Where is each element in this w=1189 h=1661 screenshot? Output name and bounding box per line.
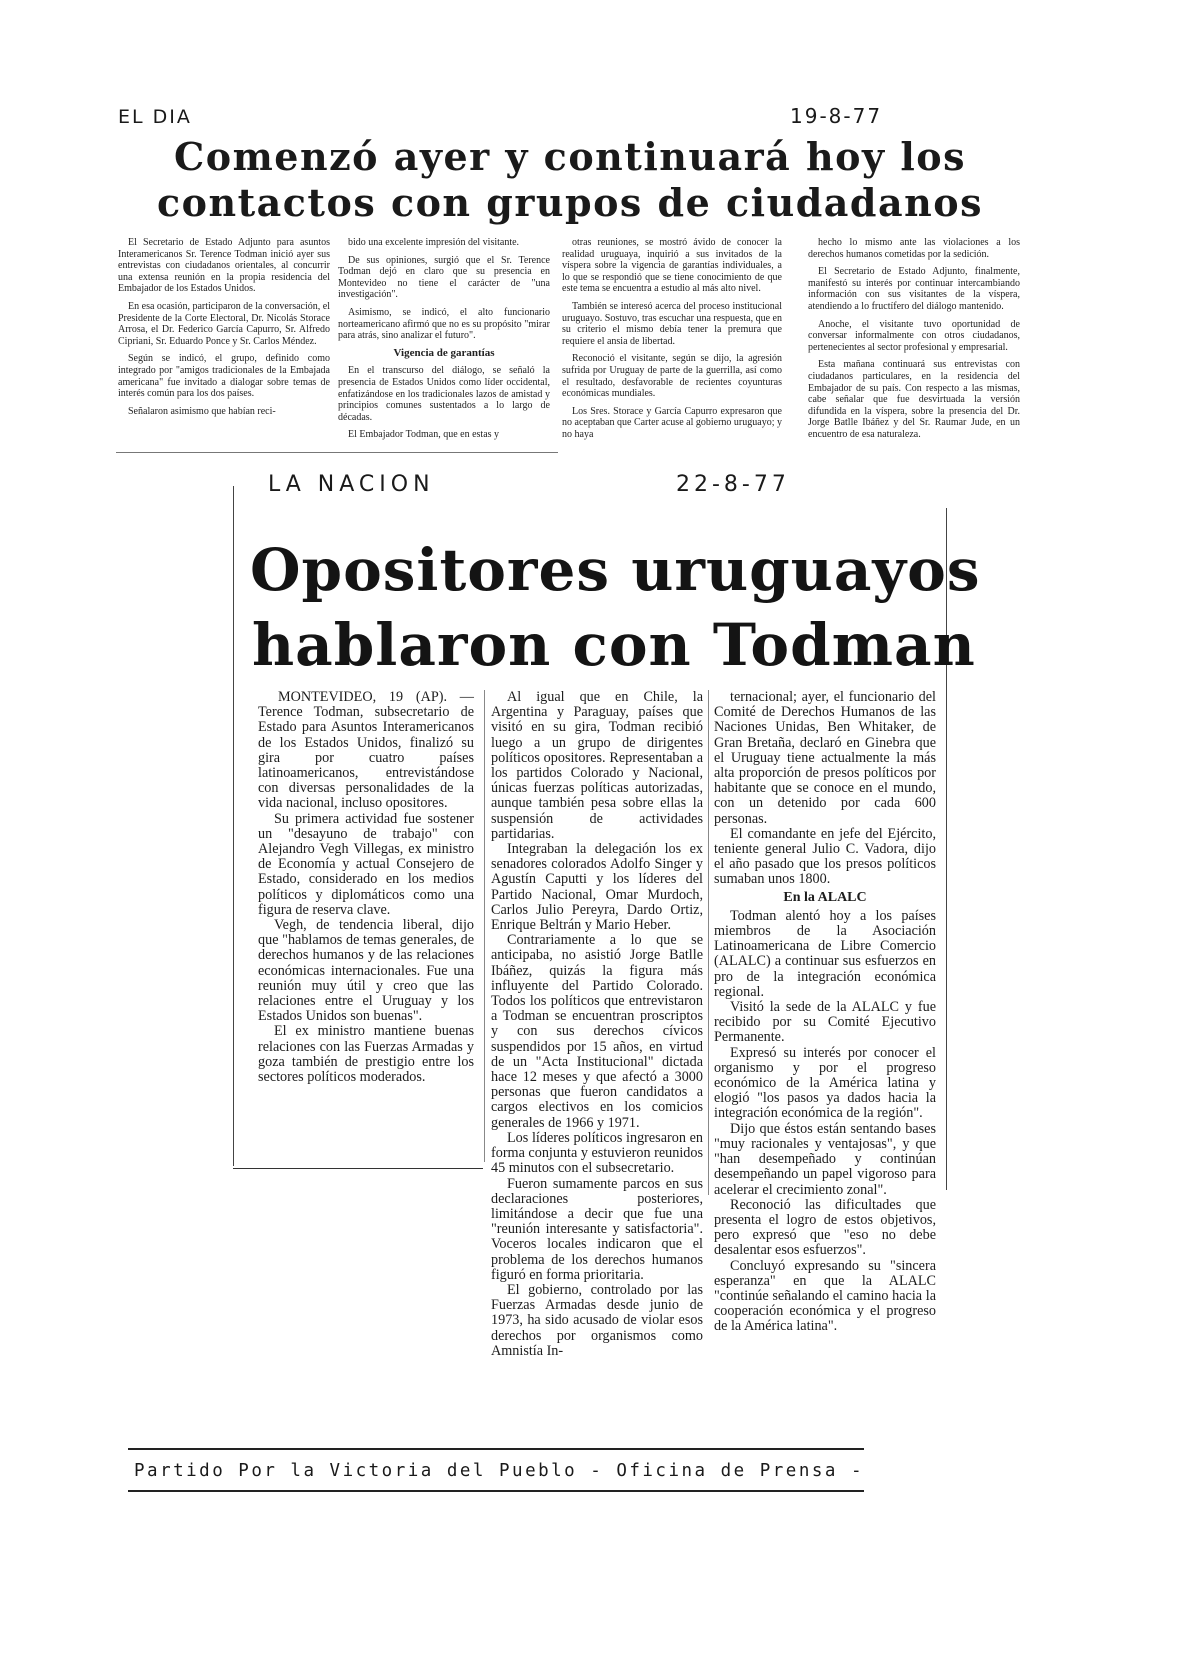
paragraph: otras reuniones, se mostró ávido de conocer la realidad uruguaya, inquirió a sus invitados de la víspera sobre la vigencia de garantías individuales, a lo que se respondió que se tiene conocimiento de que este tema se encuentra a estudio al más alto nivel.: [562, 237, 782, 295]
paragraph: En el transcurso del diálogo, se señaló la presencia de Estados Unidos como líder occidental, enfatizándose en los tradicionales lazos de amistad y principios comunes sustentados a lo largo de décadas.: [338, 365, 550, 423]
footer-rule-top: [128, 1448, 864, 1450]
subheading: En la ALALC: [783, 889, 867, 905]
paragraph: De sus opiniones, surgió que el Sr. Terence Todman dejó en claro que su presencia en Montevideo no tiene el carácter de "una investigación".: [338, 254, 550, 301]
paragraph: Anoche, el visitante tuvo oportunidad de conversar informalmente con otros ciudadanos, pertenecientes al sector profesional y empresarial.: [808, 318, 1020, 353]
paragraph: El ex ministro mantiene buenas relaciones con las Fuerzas Armadas y goza también de prestigio entre los sectores políticos moderados.: [258, 1023, 474, 1086]
paragraph: Dijo que éstos están sentando bases "muy racionales y ventajosas", y que "han desempeñado y continúan desempeñando un papel vigoroso para acelerar el crecimiento zonal".: [714, 1120, 936, 1198]
paragraph: El Secretario de Estado Adjunto, finalmente, manifestó su interés por continuar intercambiando información con sus visitantes de la víspera, atendiendo a lo fructífero del diálogo mantenido.: [808, 266, 1020, 312]
column-rule: [484, 690, 485, 1162]
article-column: [808, 237, 1020, 447]
headline-line-2: hablaron con Todman: [252, 611, 976, 679]
paragraph: Señalaron asimismo que habían reci-: [128, 405, 276, 417]
cut-edge-bottom: [233, 1168, 483, 1169]
paragraph: bido una excelente impresión del visitante.: [348, 237, 520, 248]
paragraph: Contrariamente a lo que se anticipaba, no asistió Jorge Batlle Ibáñez, quizás la figura más influyente del Partido Colorado. Todos los políticos que entrevistaron a Todman se encuentran proscriptos y con sus derechos cívicos suspendidos por 15 años, en virtud de un "Acta Institucional" dictada hace 12 meses y que afectó a 3000 personas que fueron candidatos a cargos electivos en los comicios generales de 1966 y 1971.: [491, 932, 703, 1131]
column-rule: [708, 690, 709, 1195]
article-column: [714, 690, 936, 1335]
paragraph: Su primera actividad fue sostener un "desayuno de trabajo" con Alejandro Vegh Villegas, ex ministro de Economía y actual Consejero de Estado, considerado en los medios políticos y diplomáticos como una figura de reserva clave.: [258, 810, 474, 918]
paragraph: Los Sres. Storace y García Capurro expresaron que no aceptaban que Carter acuse al gobierno uruguayo; y no haya: [562, 405, 782, 440]
paragraph: Reconoció las dificultades que presenta el logro de estos objetivos, pero expresó que "eso no debe desalentar esos esfuerzos".: [714, 1196, 936, 1259]
headline-line-2: contactos con grupos de ciudadanos: [157, 180, 983, 225]
paragraph: Todman alentó hoy a los países miembros de la Asociación Latinoamericana de Libre Comercio (ALALC) a continuar sus esfuerzos en pro de la integración económica regional.: [714, 907, 936, 1000]
subheading: Vigencia de garantías: [393, 346, 495, 359]
paragraph: MONTEVIDEO, 19 (AP). — Terence Todman, subsecretario de Estado para Asuntos Interamericanos de los Estados Unidos, finalizó su gira por cuatro países latinoamericanos, entrevistándose con diversas personalidades de la vida nacional, incluso opositores.: [258, 689, 474, 812]
headline-line-1: Comenzó ayer y continuará hoy los: [173, 134, 966, 179]
article-column: [258, 690, 474, 1085]
paragraph: Fueron sumamente parcos en sus declaraciones posteriores, limitándose a decir que fue una "reunión interesante y satisfactoria". Voceros locales indicaron que el problema de los derechos humanos figuró en forma prioritaria.: [491, 1175, 703, 1283]
paragraph: Esta mañana continuará sus entrevistas con ciudadanos particulares, en la residencia del Embajador de su país. Con respecto a las mismas, cabe señalar que fue desvirtuada la versión difundida en la víspera, sobre la presencia del Dr. Jorge Batlle Ibáñez y del Sr. Raumar Jude, en un encuentro de esa naturaleza.: [808, 359, 1020, 440]
paragraph: También se interesó acerca del proceso institucional uruguayo. Sostuvo, tras escuchar una respuesta, que en su criterio el mismo debía tener la premura que requiere el ansia de libertad.: [562, 300, 782, 347]
source-label: LA NACION: [268, 472, 435, 497]
paragraph: El Embajador Todman, que en estas y: [348, 429, 500, 441]
footer-rule-bottom: [128, 1490, 864, 1492]
article-column: [118, 237, 330, 423]
headline-line-1: Opositores uruguayos: [250, 536, 981, 604]
paragraph: Según se indicó, el grupo, definido como integrado por "amigos tradicionales de la Embajada americana" fue invitado a dialogar sobre temas de interés común para los dos países.: [118, 353, 330, 400]
paragraph: El Secretario de Estado Adjunto para asuntos Interamericanos Sr. Terence Todman inició ayer sus entrevistas con ciudadanos orientales, al concurrir una extensa reunión en la propia residencia del Embajador de los Estados Unidos.: [118, 237, 330, 295]
article-column: [491, 690, 703, 1359]
paragraph: hecho lo mismo ante las violaciones a los derechos humanos cometidas por la sedición.: [808, 237, 1020, 260]
source-label: EL DIA: [118, 106, 192, 128]
date-label: 22-8-77: [676, 472, 790, 497]
paragraph: Los líderes políticos ingresaron en forma conjunta y estuvieron reunidos 45 minutos con el subsecretario.: [491, 1129, 703, 1177]
paragraph: Vegh, de tendencia liberal, dijo que "hablamos de temas generales, de derechos humanos y de las relaciones económicas internacionales. Fue una reunión muy útil y creo que las relaciones entre el Uruguay y los Estados Unidos son buenas".: [258, 917, 474, 1025]
paragraph: Reconoció el visitante, según se dijo, la agresión sufrida por Uruguay de parte de la guerrilla, así como el resultado, desfavorable de recientes coyunturas económicas mundiales.: [562, 353, 782, 400]
footer-text: Partido Por la Victoria del Pueblo - Oficina de Prensa -: [134, 1461, 865, 1481]
paragraph: Al igual que en Chile, la Argentina y Paraguay, países que visitó en su gira, Todman recibió luego a un grupo de dirigentes políticos opositores. Representaban a los partidos Colorado y Nacional, únicas fuerzas políticas autorizadas, aunque también pesa sobre ellas la suspensión de actividades partidarias.: [491, 689, 703, 842]
paragraph: Concluyó expresando su "sincera esperanza" en que la ALALC "continúe señalando el camino hacia la cooperación económica y el progreso de la América latina".: [714, 1257, 936, 1335]
paragraph: Integraban la delegación los ex senadores colorados Adolfo Singer y Agustín Caputti y los líderes del Partido Nacional, Omar Murdoch, Carlos Julio Pereyra, Dardo Ortiz, Enrique Beltrán y Mario Heber.: [491, 841, 703, 934]
article-column: [562, 237, 782, 447]
date-label: 19-8-77: [790, 104, 883, 128]
article-column: [338, 237, 550, 447]
paragraph: Visitó la sede de la ALALC y fue recibido por su Comité Ejecutivo Permanente.: [714, 999, 936, 1046]
paragraph: Expresó su interés por conocer el organismo y por el progreso económico de la América latina y elogió "los pasos ya dados hacia la integración económica de la región".: [714, 1044, 936, 1122]
paragraph: El gobierno, controlado por las Fuerzas Armadas desde junio de 1973, ha sido acusado de violar esos derechos por organismos como Amnistía In-: [491, 1281, 703, 1359]
paragraph: En esa ocasión, participaron de la conversación, el Presidente de la Corte Electoral, Dr. Nicolás Storace Arrosa, el Dr. Federico García Capurro, Sr. Alfredo Cipriani, Sr. Eduardo Ponce y Sr. Carlos Méndez.: [118, 300, 330, 347]
paragraph: Asimismo, se indicó, el alto funcionario norteamericano afirmó que no es su propósito "mirar para atrás, sino analizar el futuro".: [338, 306, 550, 342]
paragraph: El comandante en jefe del Ejército, teniente general Julio C. Vadora, dijo el año pasado que los presos políticos sumaban unos 1800.: [714, 825, 936, 888]
cut-edge: [116, 452, 558, 453]
paragraph: ternacional; ayer, el funcionario del Comité de Derechos Humanos de las Naciones Unidas, Ben Whitaker, de Gran Bretaña, declaró en Ginebra que el Uruguay tiene actualmente la más alta proporción de presos políticos por habitante que se conoce en el mundo, con un detenido por cada 600 personas.: [714, 689, 936, 827]
cut-edge-left: [233, 486, 234, 1166]
